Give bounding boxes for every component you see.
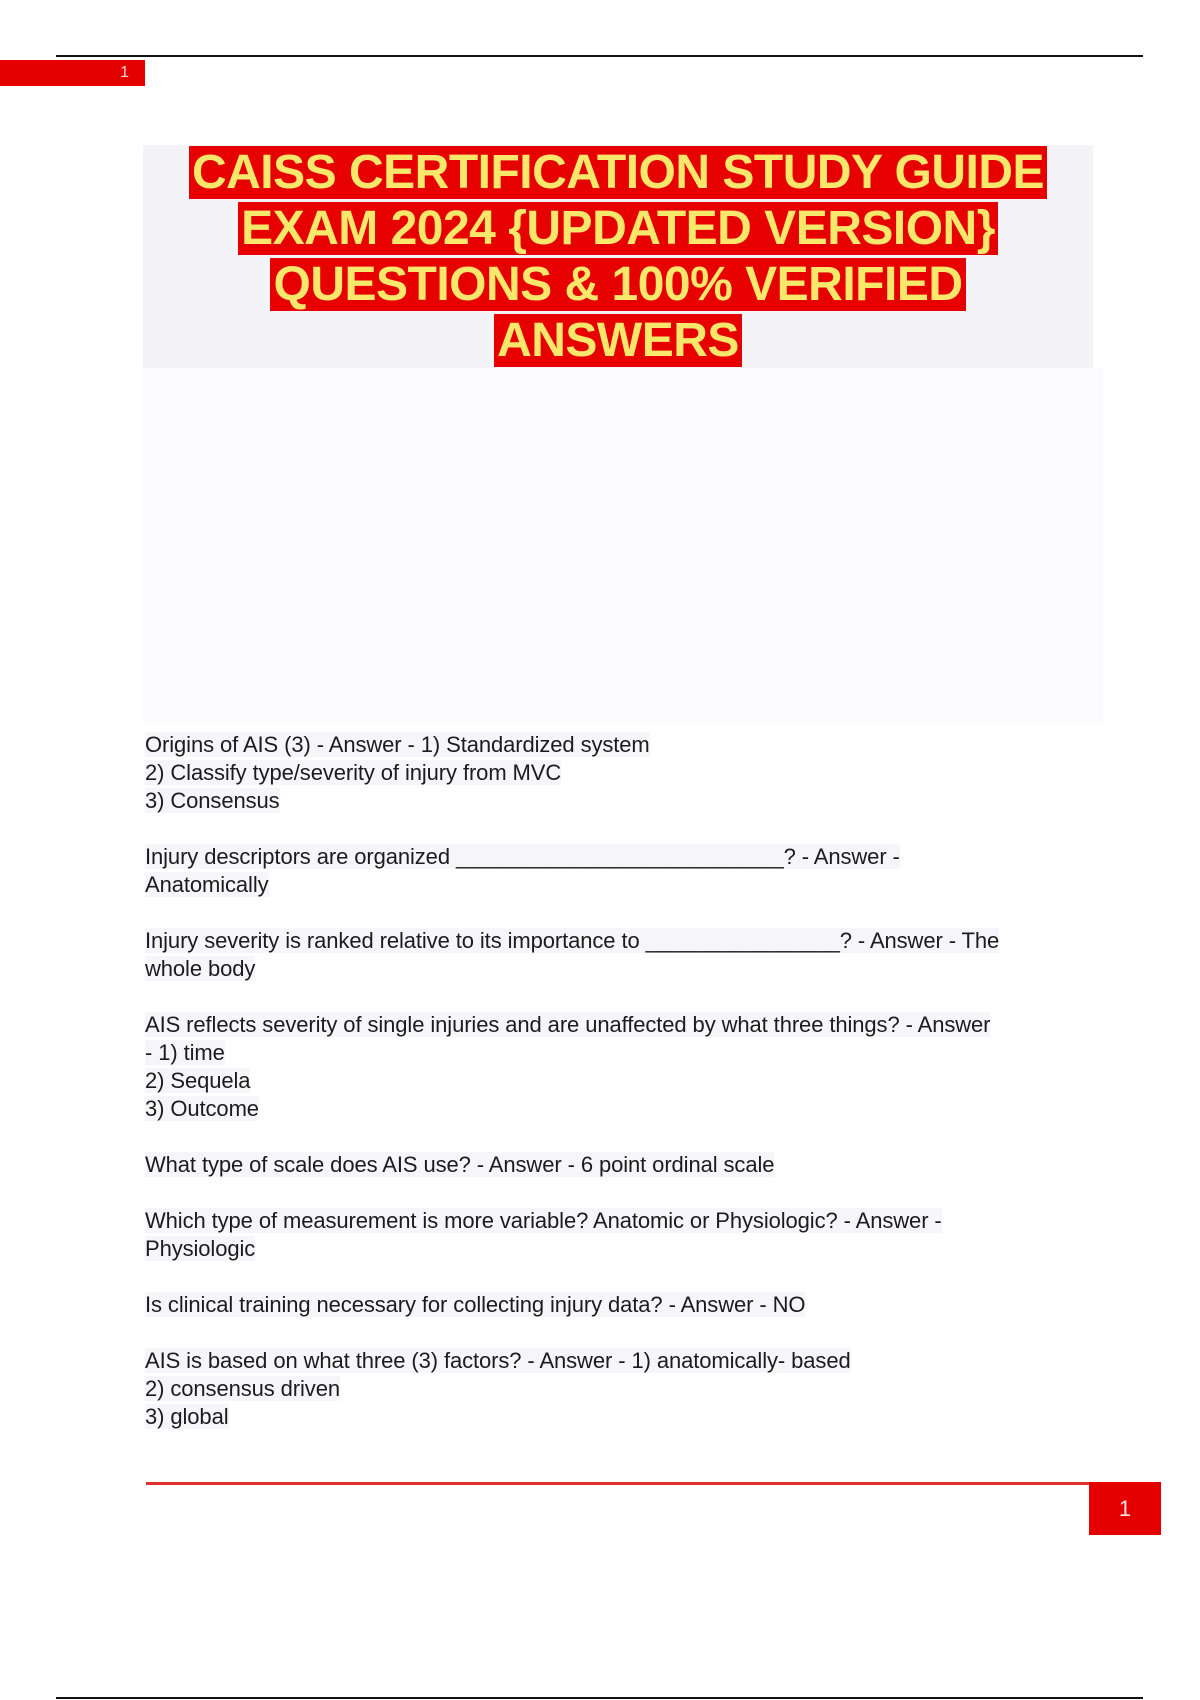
title-line-4: ANSWERS <box>494 314 742 367</box>
qa-text: AIS reflects severity of single injuries and are unaffected by what three things? - Answer - 1) time 2) Sequela 3) Outcome <box>145 1012 991 1121</box>
qa-item <box>145 1207 1095 1263</box>
qa-text: Origins of AIS (3) - Answer - 1) Standardized system 2) Classify type/severity of injury from MVC 3) Consensus <box>145 732 650 813</box>
qa-text: Injury descriptors are organized ___________________________? - Answer - Anatomically <box>145 844 900 897</box>
qa-list <box>145 731 1095 1459</box>
qa-text: Which type of measurement is more variable? Anatomic or Physiologic? - Answer - Physiologic <box>145 1208 942 1261</box>
qa-item <box>145 1347 1095 1431</box>
page-bottom-rule <box>56 1697 1143 1699</box>
title-line-3: QUESTIONS & 100% VERIFIED <box>270 258 965 311</box>
qa-item <box>145 1291 1095 1319</box>
qa-item <box>145 927 1095 983</box>
qa-item <box>145 1011 1095 1123</box>
blank-area <box>143 368 1103 723</box>
header-page-number: 1 <box>0 60 145 86</box>
qa-text: Injury severity is ranked relative to its importance to ________________? - Answer - The whole body <box>145 928 1000 981</box>
qa-item <box>145 731 1095 815</box>
qa-text: AIS is based on what three (3) factors? - Answer - 1) anatomically- based 2) consensus driven 3) global <box>145 1348 851 1429</box>
title-line-1: CAISS CERTIFICATION STUDY GUIDE <box>189 146 1047 199</box>
qa-item <box>145 1151 1095 1179</box>
document-title <box>143 145 1093 369</box>
header-rule <box>56 55 1143 57</box>
footer-rule <box>146 1482 1089 1485</box>
qa-item <box>145 843 1095 899</box>
footer-page-number: 1 <box>1089 1482 1161 1535</box>
qa-text: What type of scale does AIS use? - Answer - 6 point ordinal scale <box>145 1152 775 1177</box>
qa-text: Is clinical training necessary for collecting injury data? - Answer - NO <box>145 1292 806 1317</box>
title-line-2: EXAM 2024 {UPDATED VERSION} <box>238 202 998 255</box>
